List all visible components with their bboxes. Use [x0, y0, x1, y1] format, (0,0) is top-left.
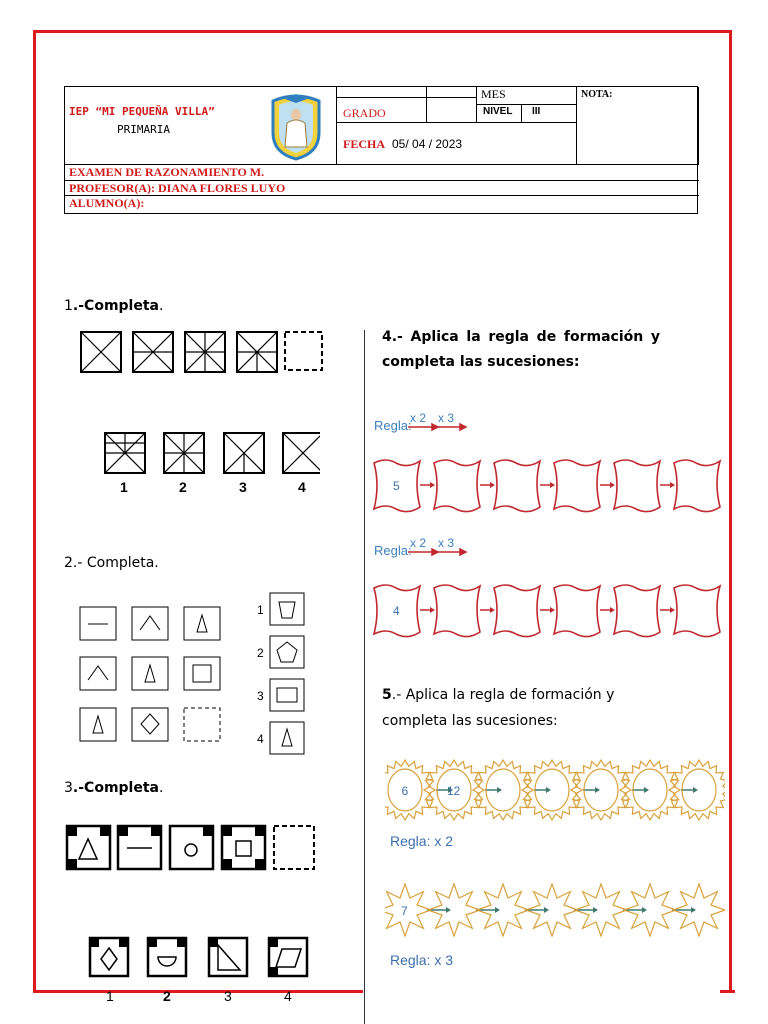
sequence-banner	[554, 460, 600, 512]
q4-rule-1	[372, 408, 492, 438]
sun-shape	[385, 760, 435, 820]
sequence-banner	[434, 460, 480, 512]
sequence-banner	[554, 585, 600, 637]
q4-rule-2	[372, 533, 492, 563]
q3-option-label: 2	[163, 988, 171, 1004]
rule-label: Regla:	[374, 543, 412, 558]
sequence-arrow-head	[642, 907, 647, 913]
question-2-title: 2.- Completa.	[64, 555, 159, 571]
header-table	[64, 86, 698, 214]
sequence-arrow-head	[691, 907, 696, 913]
student-field: ALUMNO(A):	[69, 196, 145, 210]
school-cell	[65, 87, 337, 165]
sequence-arrow-head	[550, 607, 555, 613]
rule-label: Regla:	[374, 418, 412, 433]
sequence-banner	[494, 585, 540, 637]
school-crest-icon	[265, 93, 327, 161]
exam-title: EXAMEN DE RAZONAMIENTO M.	[69, 165, 265, 179]
fecha-value: 05/ 04 / 2023	[392, 137, 463, 151]
sequence-banner	[494, 460, 540, 512]
sequence-banner	[614, 460, 660, 512]
nivel-label: NIVEL	[483, 106, 513, 117]
rule-op: x 3	[438, 411, 455, 425]
question-5-title: 5.- Aplica la regla de formación y completa las sucesiones:	[382, 687, 615, 729]
sequence-value: 6	[401, 784, 409, 798]
sequence-arrow-head	[610, 482, 615, 488]
q3-option-label: 1	[106, 988, 114, 1004]
sequence-arrow-head	[430, 482, 435, 488]
sequence-arrow-head	[610, 607, 615, 613]
sequence-arrow-head	[546, 787, 551, 793]
q2-option-label: 4	[257, 732, 264, 746]
q3-sequence	[64, 823, 324, 873]
sequence-arrow-head	[693, 787, 698, 793]
sequence-arrow-head	[490, 482, 495, 488]
fecha-label: FECHA	[343, 137, 385, 151]
q2-option-label: 3	[257, 689, 264, 703]
sequence-arrow-head	[593, 907, 598, 913]
sequence-banner	[674, 460, 720, 512]
rule-op: x 2	[410, 536, 427, 550]
q1-option-label: 1	[120, 479, 128, 495]
q4-sequence-1	[372, 455, 724, 515]
q5-sequence-2	[385, 878, 725, 943]
sequence-arrow-head	[550, 482, 555, 488]
sequence-arrow-head	[544, 907, 549, 913]
column-divider	[364, 330, 365, 1024]
q3-option-label: 4	[284, 988, 292, 1004]
school-name: IEP “MI PEQUEÑA VILLA”	[69, 105, 215, 118]
sequence-banner	[674, 585, 720, 637]
sequence-arrow-head	[644, 787, 649, 793]
rule-op: x 2	[410, 411, 427, 425]
q1-option-label: 2	[179, 479, 187, 495]
q5-rule-1: Regla: x 2	[390, 833, 454, 849]
sequence-value: 7	[401, 904, 408, 918]
q1-sequence	[80, 330, 330, 375]
sequence-value: 12	[447, 784, 461, 798]
q3-options	[88, 935, 318, 1005]
sequence-arrow-head	[495, 907, 500, 913]
sequence-arrow-head	[670, 482, 675, 488]
q5-sequence-1	[385, 752, 725, 827]
sequence-start-value: 4	[393, 604, 400, 618]
sequence-arrow-head	[446, 907, 451, 913]
q2-option-label: 2	[257, 646, 264, 660]
rule-op: x 3	[438, 536, 455, 550]
q1-option-label: 3	[239, 479, 247, 495]
sequence-arrow-head	[497, 787, 502, 793]
grado-label: GRADO	[343, 106, 386, 120]
star-shape	[385, 884, 431, 936]
question-4-title: 4.- Aplica la regla de formación y completa las sucesiones:	[382, 329, 660, 370]
school-level: PRIMARIA	[117, 123, 170, 136]
sequence-banner	[434, 585, 480, 637]
q2-grid	[78, 592, 228, 752]
q1-options	[100, 430, 320, 500]
question-1-title: 1.-Completa.	[64, 298, 164, 314]
sequence-arrow-head	[670, 607, 675, 613]
teacher-name: PROFESOR(A): DIANA FLORES LUYO	[69, 181, 286, 195]
q5-rule-2: Regla: x 3	[390, 952, 454, 968]
q2-option-label: 1	[257, 603, 264, 617]
mes-label: MES	[481, 87, 506, 101]
q2-options	[252, 590, 312, 755]
sequence-banner	[614, 585, 660, 637]
sequence-arrow-head	[430, 607, 435, 613]
q3-option-label: 3	[224, 988, 232, 1004]
sequence-arrow-head	[595, 787, 600, 793]
sequence-start-value: 5	[393, 479, 400, 493]
nota-label: NOTA:	[581, 89, 613, 100]
page-border-bottom-right	[720, 990, 735, 993]
sequence-arrow-head	[490, 607, 495, 613]
q1-option-label: 4	[298, 479, 306, 495]
nivel-value: III	[532, 106, 541, 117]
q4-sequence-2	[372, 580, 724, 640]
question-3-title: 3.-Completa.	[64, 780, 164, 796]
